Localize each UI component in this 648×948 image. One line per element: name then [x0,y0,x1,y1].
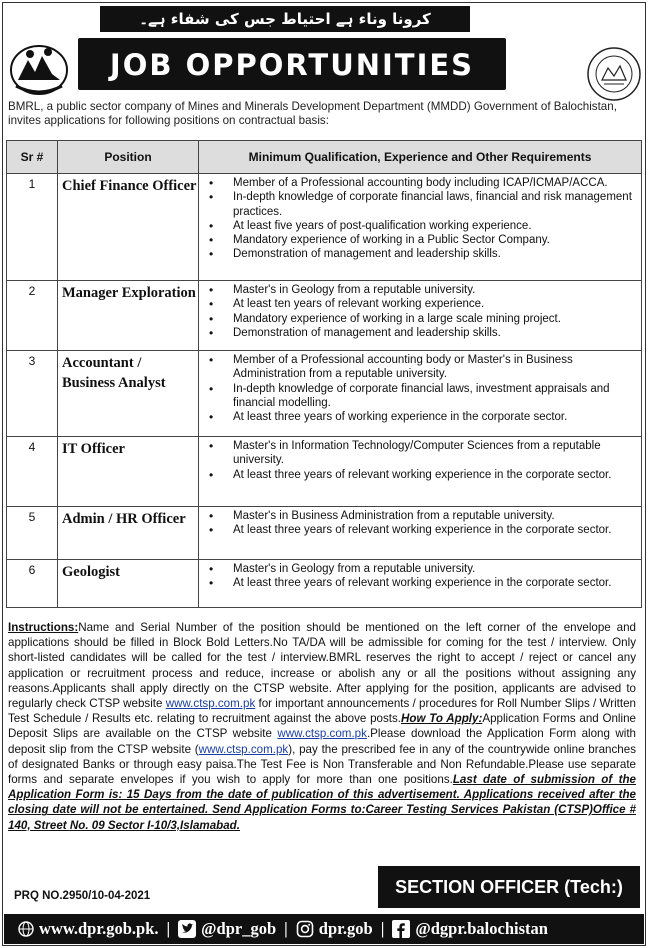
instructions-label: Instructions: [8,621,79,634]
ctsp-link[interactable]: www.ctsp.com.pk [165,697,256,711]
instructions-text: Name and Serial Number of the position should be mentioned on the left corner of the envelope and applications should be filled in Block Bold Letters.No TA/DA will be admissible for coming for the test / interview. Only short-listed candidates will be called for the test / interview.BMRL reserves the right to accept / reject or cancel any application or recruitment process and reduce, increase or abolish any or all the positions without assigning any reasons.Applicants shall apply directly on the CTSP website. After applying for the position, applicants are advised to regularly check CTSP website [8,621,636,711]
page-title: JOB OPPORTUNITIES [78,38,506,90]
footer-facebook[interactable] [384,919,548,939]
row-sr: 3 [7,351,58,437]
row-requirements [199,351,642,437]
row-position: Chief Finance Officer [58,174,199,281]
col-header-requirements: Minimum Qualification, Experience and Other Requirements [199,141,642,174]
list-item: • Mandatory experience of working in a Public Sector Company. [205,233,637,247]
row-sr: 6 [7,560,58,608]
footer-instagram[interactable] [288,919,373,939]
row-position: Accountant / Business Analyst [58,351,199,437]
list-item: • Mandatory experience of working in a large scale mining project. [205,312,637,326]
table-row [7,351,642,437]
row-sr: 1 [7,174,58,281]
table-row [7,507,642,560]
list-item: • Member of a Professional accounting body or Master's in Business Administration from a reputable university. [205,353,637,382]
list-item: • Master's in Geology from a reputable university. [205,562,637,576]
list-item: • At least ten years of relevant working experience. [205,297,637,311]
table-row [7,560,642,608]
list-item: • At least three years of working experience in the corporate sector. [205,410,637,424]
footer-bar [4,914,644,944]
instagram-icon [296,920,314,938]
row-position: Geologist [58,560,199,608]
list-item: • Master's in Geology from a reputable university. [205,283,637,297]
row-requirements [199,437,642,507]
ctsp-link[interactable]: www.ctsp.com.pk [198,742,289,756]
facebook-icon [392,920,410,938]
row-sr: 2 [7,281,58,351]
list-item: • At least three years of relevant working experience in the corporate sector. [205,576,637,590]
signatory-box: SECTION OFFICER (Tech:) [378,866,640,908]
instructions-text: Application Forms and Online Deposit Slips are available on the CTSP website [8,712,636,741]
row-position: IT Officer [58,437,199,507]
intro-paragraph: BMRL, a public sector company of Mines and Minerals Development Department (MMDD) Government of Balochistan, invites applications for following positions on contractual basis: [8,100,617,127]
table-row [7,281,642,351]
row-requirements [199,560,642,608]
instructions-block [8,620,636,833]
row-requirements [199,281,642,351]
dgpr-seal-icon [586,46,642,102]
list-item: • At least five years of post-qualification working experience. [205,219,637,233]
instructions-text: ), pay the prescribed fee in any of the countrywide online branches of designated Banks or through easy paisa.The Test Fee is Non Transferable and Non Refundable.Please use separate forms and separate envelopes if you wish to apply for more than one positions. [8,742,636,787]
col-header-position: Position [58,141,199,174]
row-position: Manager Exploration [58,281,199,351]
footer-twitter[interactable] [170,919,276,939]
balochistan-emblem-icon [8,40,70,96]
instructions-text: .Please download the Application Form along with deposit slip from the CTSP website ( [8,727,636,756]
globe-icon [18,921,34,937]
list-item: • Demonstration of management and leadership skills. [205,247,637,261]
website-text: www.dpr.gob.pk. [39,919,159,938]
row-requirements [199,507,642,560]
table-header-row [7,141,642,174]
prq-number: PRQ NO.2950/10-04-2021 [14,890,151,902]
list-item: • In-depth knowledge of corporate financial laws, financial and risk management practices. [205,190,637,219]
divider: | [166,919,171,938]
ctsp-link[interactable]: www.ctsp.com.pk [277,727,367,741]
list-item: • Master's in Business Administration from a reputable university. [205,509,637,523]
twitter-icon [178,920,196,938]
row-position: Admin / HR Officer [58,507,199,560]
row-requirements [199,174,642,281]
twitter-handle: @dpr_gob [201,919,277,938]
facebook-handle: @dgpr.balochistan [415,919,548,938]
list-item: • Member of a Professional accounting body including ICAP/ICMAP/ACCA. [205,176,637,190]
list-item: • In-depth knowledge of corporate financial laws, investment appraisals and financial modelling. [205,382,637,411]
how-to-apply-label: How To Apply: [401,712,483,726]
instagram-handle: dpr.gob [318,919,373,938]
col-header-sr: Sr # [7,141,58,174]
list-item: • Demonstration of management and leadership skills. [205,326,637,340]
table-row [7,437,642,507]
instructions-text: for important announcements / procedures for Roll Number Slips / Written Test Schedule / Results etc. relating to recruitment against the above posts. [8,697,636,726]
list-item: • Master's in Information Technology/Computer Sciences from a reputable university. [205,439,637,468]
table-row [7,174,642,281]
list-item: • At least three years of relevant working experience in the corporate sector. [205,523,637,537]
divider: | [284,919,288,938]
footer-website[interactable] [4,919,159,939]
urdu-slogan-banner: کرونا وناء ہے احتیاط جس کی شفاء ہے۔ [100,6,470,32]
deadline-text: Last date of submission of the Application Form is: 15 Days from the date of publication of this advertisement. Applications received after the closing date will not be entertained. Send Application Forms to:Career Testing Services Pakistan (CTSP)Office # 140, Street No. 09 Sector I-10/3,Islamabad. [8,773,637,832]
row-sr: 5 [7,507,58,560]
list-item: • At least three years of relevant working experience in the corporate sector. [205,468,637,482]
divider: | [380,919,385,938]
row-sr: 4 [7,437,58,507]
positions-table [6,140,642,608]
